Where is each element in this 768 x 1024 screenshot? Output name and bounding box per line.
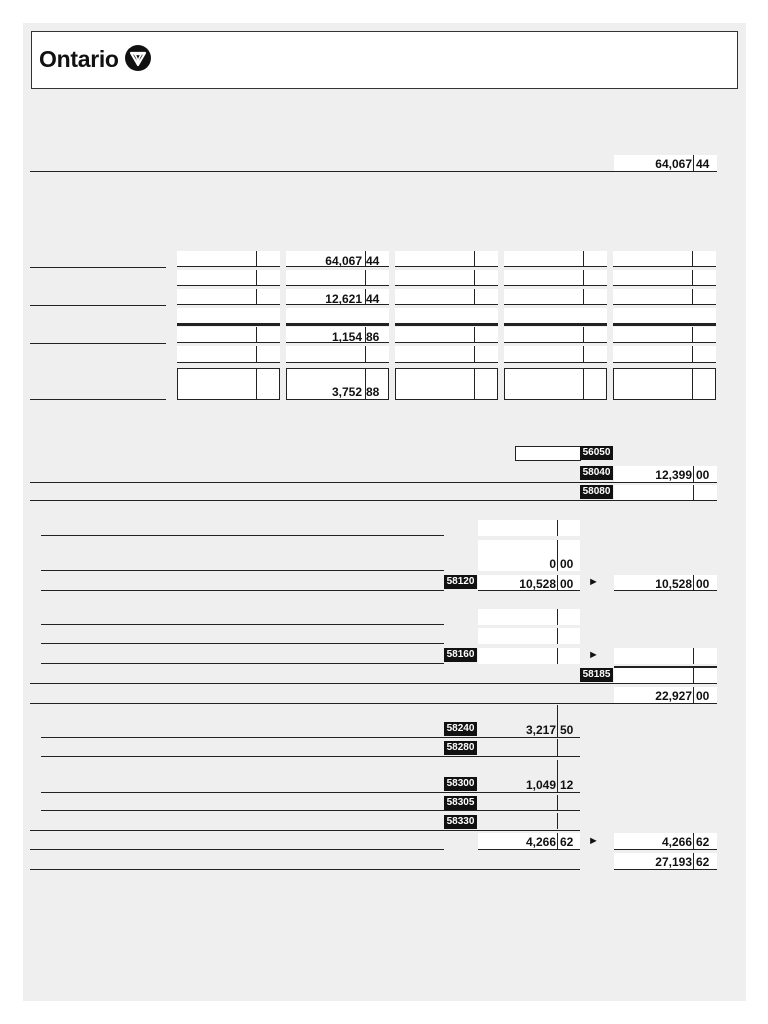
table-cell[interactable] (613, 327, 716, 343)
amount-sum-whole: 4,266 (525, 835, 556, 849)
amount-58120-cents: 00 (560, 577, 574, 591)
cents-divider (256, 289, 257, 305)
cents-divider (692, 289, 693, 305)
form-header (31, 31, 738, 89)
cents-divider (693, 575, 694, 591)
table-cell[interactable] (177, 327, 280, 343)
cents-divider (474, 270, 475, 286)
rule-line (41, 663, 444, 664)
table-cell[interactable] (286, 308, 389, 324)
cents-divider (474, 327, 475, 343)
rule-line (614, 849, 717, 850)
cents-divider (256, 327, 257, 343)
table-cell[interactable] (613, 251, 716, 267)
rule-line (41, 535, 444, 536)
cents-divider (693, 648, 694, 664)
rule-line (395, 324, 498, 326)
amount-58120-right-whole: 10,528 (655, 577, 692, 591)
rule-line (30, 869, 580, 870)
cents-divider (474, 346, 475, 363)
table-cell[interactable] (504, 270, 607, 286)
cents-divider (693, 853, 694, 869)
cents-divider (557, 628, 558, 644)
amount-subtotal-whole: 22,927 (655, 689, 692, 703)
cents-divider (557, 648, 558, 664)
table-total-cell[interactable] (395, 368, 498, 400)
table-cell[interactable] (395, 251, 498, 267)
line-code-58330: 58330 (444, 815, 477, 829)
cents-divider (557, 813, 558, 829)
table-cell[interactable] (504, 289, 607, 305)
table-label-line (30, 267, 166, 268)
field-58280[interactable] (478, 741, 557, 756)
table-cell[interactable] (286, 270, 389, 286)
cents-divider (256, 251, 257, 267)
rule-line (30, 703, 717, 704)
line-code-58040: 58040 (580, 466, 613, 480)
cents-divider (693, 466, 694, 482)
cents-divider (692, 251, 693, 267)
cents-divider (557, 705, 558, 737)
rule-line (41, 643, 444, 644)
cents-divider (557, 833, 558, 849)
rule-line (177, 324, 280, 326)
table-cell[interactable] (395, 327, 498, 343)
cents-divider (557, 575, 558, 591)
arrow-right-icon: ► (588, 835, 599, 847)
amount-top-whole: 64,067 (655, 157, 692, 171)
cents-divider (256, 346, 257, 363)
cents-divider (583, 251, 584, 267)
rule-line (41, 737, 580, 738)
arrow-right-icon: ► (588, 649, 599, 661)
cents-divider (693, 155, 694, 171)
sub-field-3[interactable] (478, 609, 580, 625)
rule-line (478, 849, 580, 850)
rule-line (41, 810, 580, 811)
cents-divider (557, 540, 558, 571)
col2-r7-whole: 3,752 (331, 385, 362, 399)
rule-line (41, 792, 580, 793)
table-total-cell[interactable] (504, 368, 607, 400)
table-cell[interactable] (177, 346, 280, 363)
table-total-cell[interactable] (177, 368, 280, 400)
field-58160[interactable] (478, 648, 580, 664)
table-cell[interactable] (395, 289, 498, 305)
rule-line (614, 869, 717, 870)
col2-r5-cents: 86 (366, 330, 380, 344)
arrow-right-icon: ► (588, 576, 599, 588)
line-code-58280: 58280 (444, 741, 477, 755)
cents-divider (557, 795, 558, 810)
rule-line (504, 324, 607, 326)
table-cell[interactable] (504, 346, 607, 363)
col2-r5-whole: 1,154 (331, 330, 362, 344)
cents-divider (557, 609, 558, 625)
cents-divider (583, 289, 584, 305)
rule-line (30, 500, 717, 501)
cents-divider (474, 251, 475, 267)
cents-divider (583, 327, 584, 343)
cents-divider (583, 346, 584, 363)
table-cell[interactable] (395, 346, 498, 363)
rule-line (286, 324, 389, 326)
table-total-cell[interactable] (613, 368, 716, 400)
rule-line (30, 482, 717, 483)
amount-subtotal-cents: 00 (696, 689, 710, 703)
ontario-logo-text: Ontario (39, 46, 119, 72)
amount-58300-cents: 12 (560, 778, 574, 792)
cents-divider (692, 270, 693, 286)
rule-line (614, 666, 717, 668)
table-label-line (30, 343, 166, 344)
cents-divider (693, 687, 694, 703)
table-cell[interactable] (177, 270, 280, 286)
amount-sum-cents: 62 (560, 835, 574, 849)
amount-58040-cents: 00 (696, 468, 710, 482)
table-cell[interactable] (395, 308, 498, 324)
cents-divider (583, 270, 584, 286)
line-code-58300: 58300 (444, 777, 477, 791)
amount-58120-right-cents: 00 (696, 577, 710, 591)
rule-line (41, 570, 444, 571)
table-cell[interactable] (395, 270, 498, 286)
rule-line (30, 849, 444, 850)
amount-sum-right-cents: 62 (696, 835, 710, 849)
cents-divider (693, 833, 694, 849)
line-code-58080: 58080 (580, 485, 613, 499)
table-cell[interactable] (504, 251, 607, 267)
table-cell[interactable] (177, 308, 280, 324)
rule-line (30, 683, 717, 684)
cents-divider (583, 368, 584, 400)
cents-divider (256, 270, 257, 286)
amount-58120-whole: 10,528 (519, 577, 556, 591)
cents-divider (474, 289, 475, 305)
cents-divider (693, 667, 694, 683)
line-code-58120: 58120 (444, 575, 477, 589)
col2-r1-whole: 64,067 (325, 254, 362, 268)
cents-divider (256, 368, 257, 400)
table-label-line (30, 305, 166, 306)
rule-line (30, 830, 580, 831)
table-cell[interactable] (613, 346, 716, 363)
col2-r3-whole: 12,621 (325, 292, 362, 306)
amount-58040-whole: 12,399 (655, 468, 692, 482)
amount-total-whole: 27,193 (655, 855, 692, 869)
cents-divider (557, 739, 558, 756)
amount-top-cents: 44 (696, 157, 710, 171)
cents-divider (692, 346, 693, 363)
rule-line (41, 590, 444, 591)
cents-divider (693, 485, 694, 500)
field-58185[interactable] (614, 667, 717, 683)
cents-divider (365, 270, 366, 286)
rule-line (30, 171, 717, 172)
col2-r1-cents: 44 (366, 254, 380, 268)
table-label-line (30, 399, 166, 400)
sub-field-4[interactable] (478, 628, 580, 644)
amount-58240-whole: 3,217 (525, 723, 556, 737)
line-code-58240: 58240 (444, 722, 477, 736)
table-cell[interactable] (613, 270, 716, 286)
table-cell[interactable] (613, 289, 716, 305)
field-56050-input[interactable] (515, 446, 581, 461)
cents-divider (557, 760, 558, 792)
rule-line (41, 624, 444, 625)
col2-r3-cents: 44 (366, 292, 380, 306)
line-code-58160: 58160 (444, 648, 477, 662)
line-code-56050: 56050 (580, 446, 613, 460)
table-cell[interactable] (504, 327, 607, 343)
rule-line (613, 324, 716, 326)
line-code-58185: 58185 (580, 668, 613, 682)
table-cell[interactable] (177, 289, 280, 305)
amount-sum-right-whole: 4,266 (661, 835, 692, 849)
cents-divider (692, 327, 693, 343)
cents-divider (365, 346, 366, 363)
table-cell[interactable] (613, 308, 716, 324)
trillium-icon (124, 44, 152, 77)
amount-58240-cents: 50 (560, 723, 574, 737)
field-58080[interactable] (614, 485, 717, 500)
amount-zero-whole: 0 (549, 557, 556, 571)
line-code-58305: 58305 (444, 796, 477, 810)
cents-divider (557, 520, 558, 536)
table-cell[interactable] (286, 346, 389, 363)
table-cell[interactable] (504, 308, 607, 324)
cents-divider (474, 368, 475, 400)
rule-line (41, 756, 580, 757)
cents-divider (692, 368, 693, 400)
amount-total-cents: 62 (696, 855, 710, 869)
table-cell[interactable] (177, 251, 280, 267)
field-58160-carry[interactable] (614, 648, 717, 664)
col2-r7-cents: 88 (366, 385, 380, 399)
amount-58300-whole: 1,049 (525, 778, 556, 792)
sub-field-1[interactable] (478, 520, 580, 536)
amount-zero-cents: 00 (560, 557, 574, 571)
